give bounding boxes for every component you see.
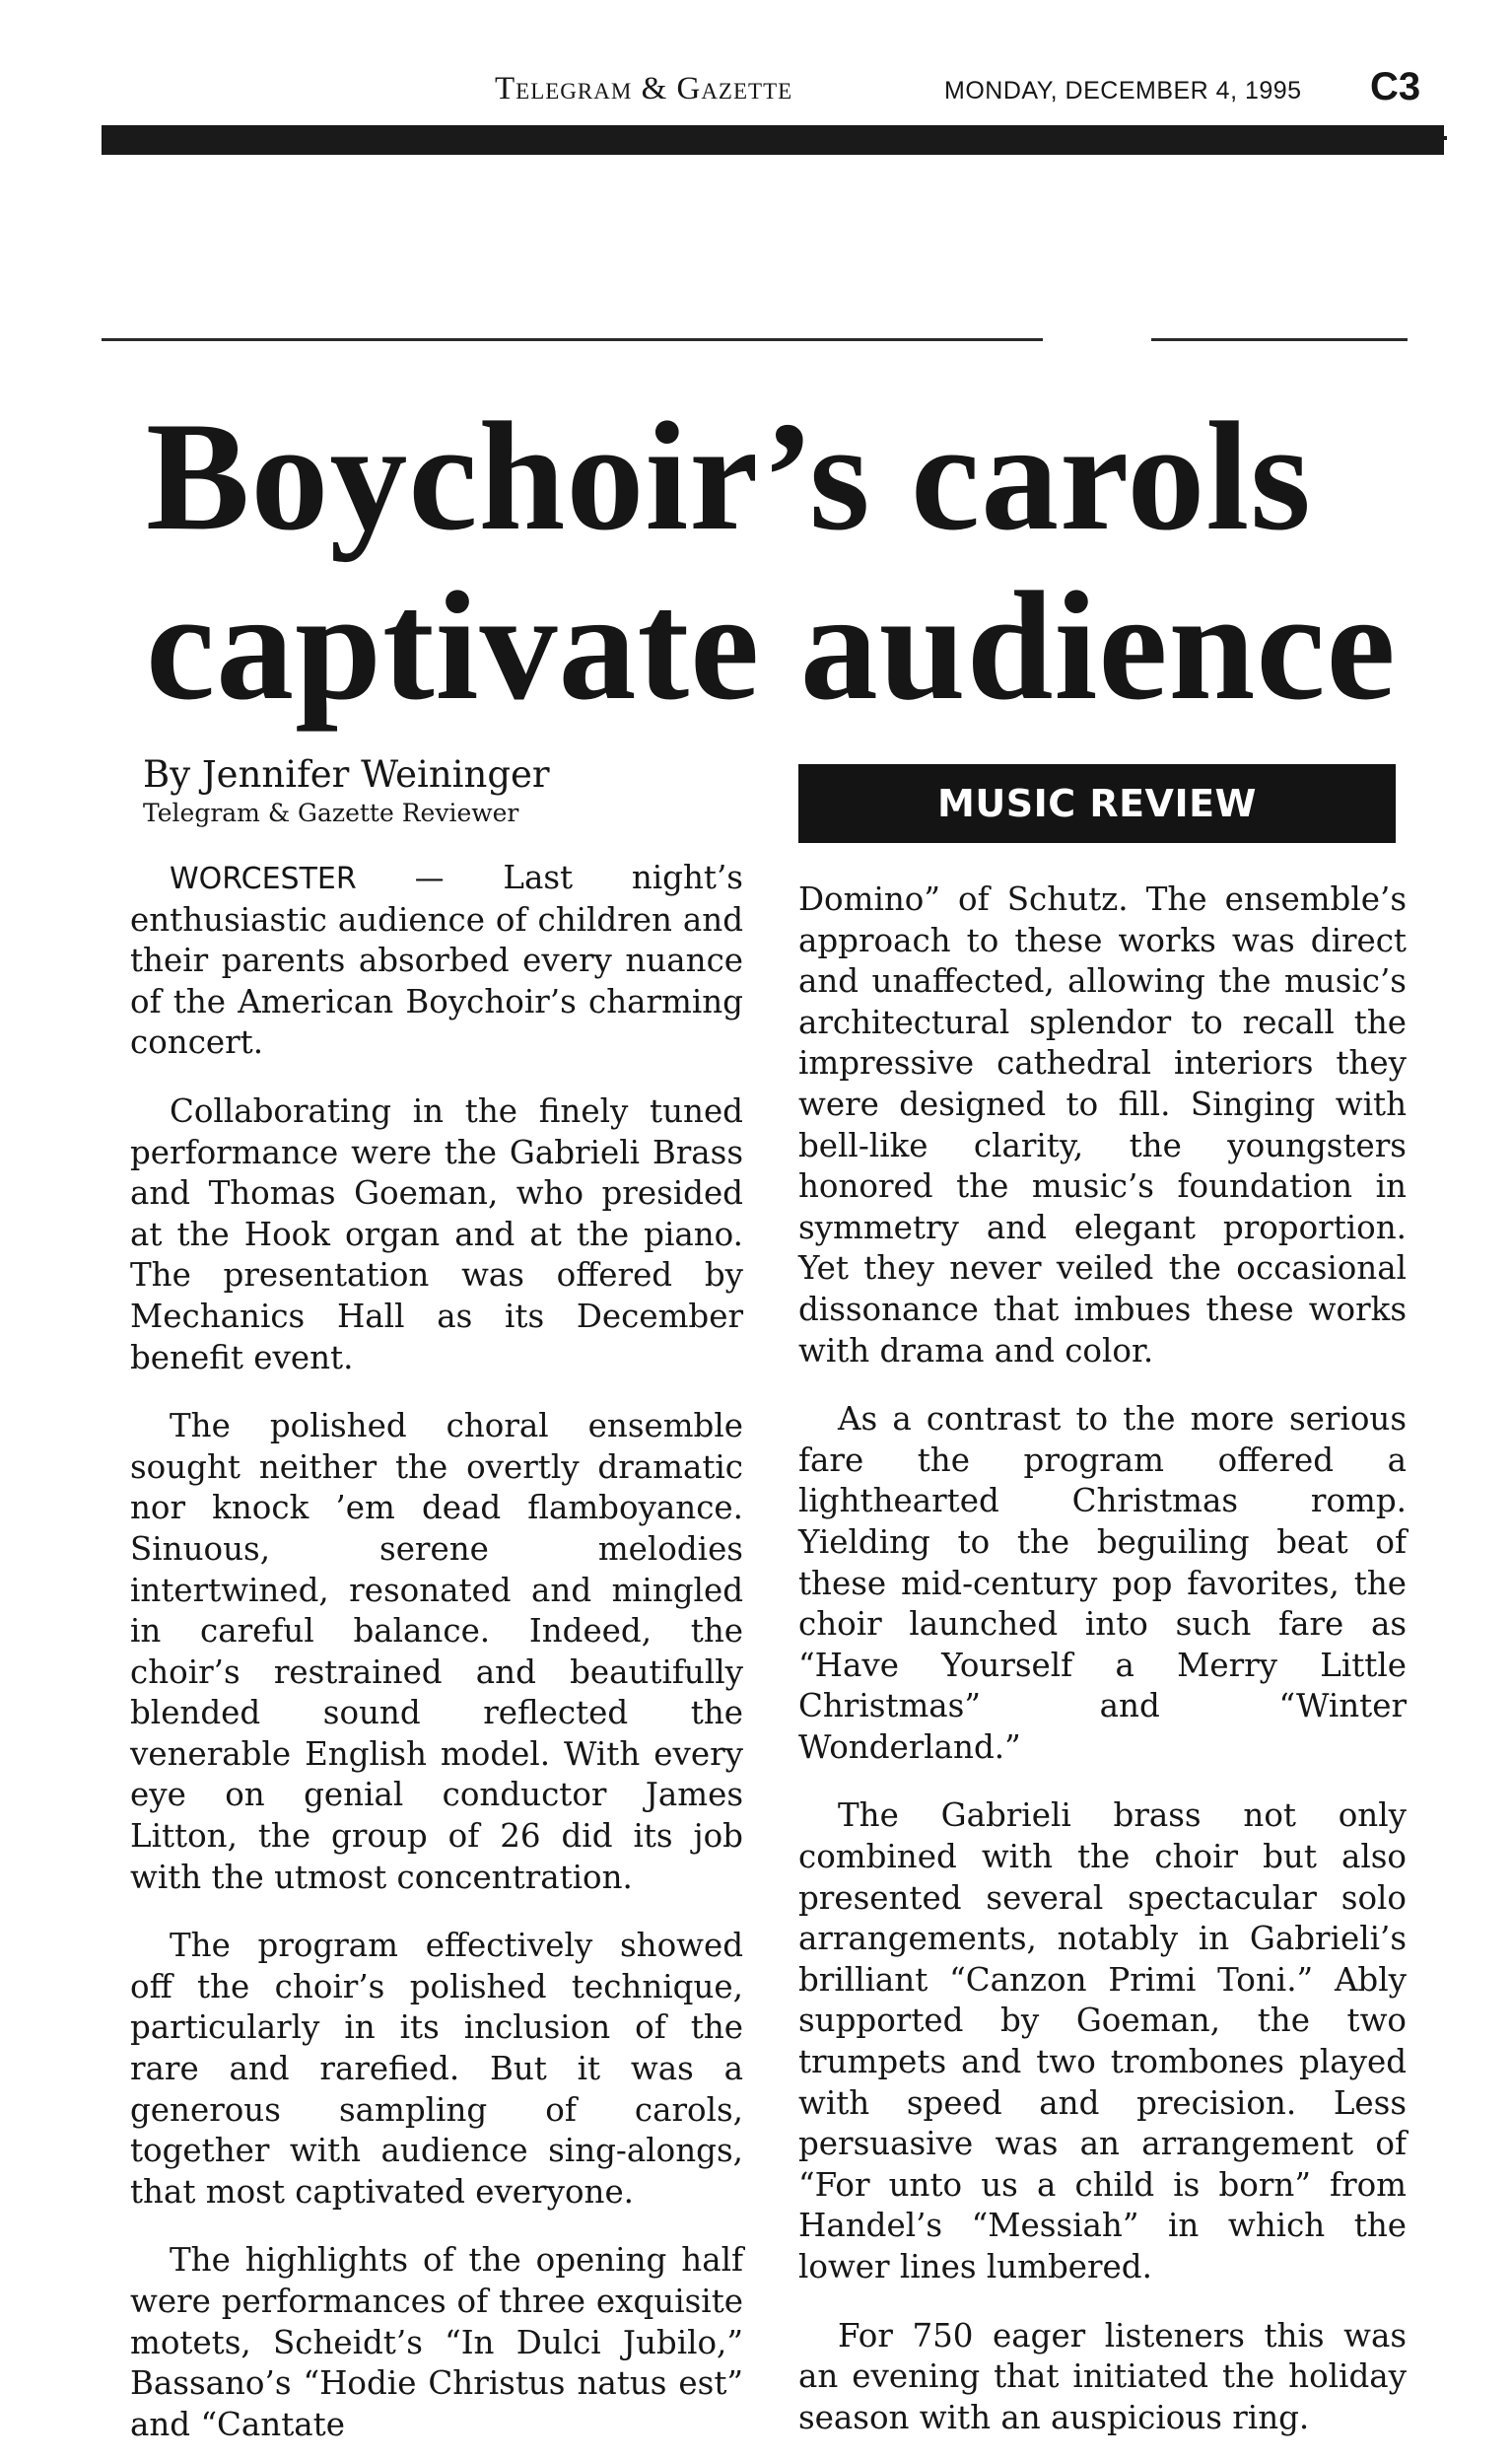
paragraph: The polished choral ensemble sought neither the overtly dramatic nor knock ’em dead flamboyance. Sinuous, serene melodies intertwined, resonated and mingled in careful balance. Indeed, the choir’s restrained and beautifully blended sound reflected the venerable English model. With every eye on genial conductor James Litton, the group of 26 did its job with the utmost concentration.: [130, 1407, 743, 1896]
masthead: [99, 65, 1454, 118]
page-number: C3: [1370, 65, 1421, 108]
headline-line-1: Boychoir’s carols: [146, 390, 1312, 563]
paragraph: Domino” of Schutz. The ensemble’s approach to these works was direct and unaffected, allowing the music’s architectural splendor to recall the impressive cathedral interiors they were designed to fill. Singing with bell-like clarity, the youngsters honored the music’s foundation in symmetry and elegant proportion. Yet they never veiled the occasional dissonance that imbues these works with drama and color.: [798, 880, 1407, 1370]
paragraph: The program effectively showed off the choir’s polished technique, particularly in its inclusion of the rare and rarefied. But it was a generous sampling of carols, together with audience sing-alongs, that most captivated everyone.: [130, 1927, 743, 2211]
headline: [146, 392, 1427, 732]
masthead-bar: [102, 125, 1444, 155]
paragraph: The highlights of the opening half were performances of three exquisite motets, Scheidt’s “In Dulci Jubilo,” Bassano’s “Hodie Christus natus est” and “Cantate: [130, 2241, 743, 2443]
paper-name: Telegram & Gazette: [495, 71, 793, 106]
dateline: WORCESTER —: [170, 862, 445, 896]
headline-rule-left: [102, 338, 1043, 341]
byline-author: By Jennifer Weininger: [143, 753, 550, 796]
paragraph: The Gabrieli brass not only combined with the choir but also presented several spectacular solo arrangements, notably in Gabrieli’s brilliant “Canzon Primi Toni.” Ably supported by Goeman, the two trumpets and two trombones played with speed and precision. Less persuasive was an arrangement of “For unto us a child is born” from Handel’s “Messiah” in which the lower lines lumbered.: [798, 1796, 1407, 2285]
issue-date: MONDAY, DECEMBER 4, 1995: [944, 77, 1302, 105]
masthead-bar-tail: [1409, 136, 1447, 140]
headline-rule-right: [1151, 338, 1408, 341]
article-column-1: [130, 858, 743, 2460]
section-label: MUSIC REVIEW: [937, 782, 1257, 825]
paragraph: Collaborating in the finely tuned performance were the Gabrieli Brass and Thomas Goeman, who presided at the Hook organ and at the piano. The presentation was offered by Mechanics Hall as its December benefit event.: [130, 1091, 743, 1376]
paragraph: [130, 858, 743, 1064]
paragraph: For 750 eager listeners this was an evening that initiated the holiday season with an auspicious ring.: [798, 2316, 1407, 2436]
byline: [143, 752, 813, 829]
section-label-box: [798, 764, 1396, 843]
byline-role: Telegram & Gazette Reviewer: [143, 799, 519, 827]
headline-line-2: captivate audience: [146, 560, 1397, 733]
paragraph: As a contrast to the more serious fare the program offered a lighthearted Christmas romp. Yielding to the beguiling beat of these mid-century pop favorites, the choir launched into such fare as “Have Yourself a Merry Little Christmas” and “Winter Wonderland.”: [798, 1400, 1407, 1766]
paragraph-text: Last night’s enthusiastic audience of children and their parents absorbed every nuance of the American Boychoir’s charming concert.: [130, 859, 743, 1062]
article-column-2: [798, 879, 1407, 2460]
